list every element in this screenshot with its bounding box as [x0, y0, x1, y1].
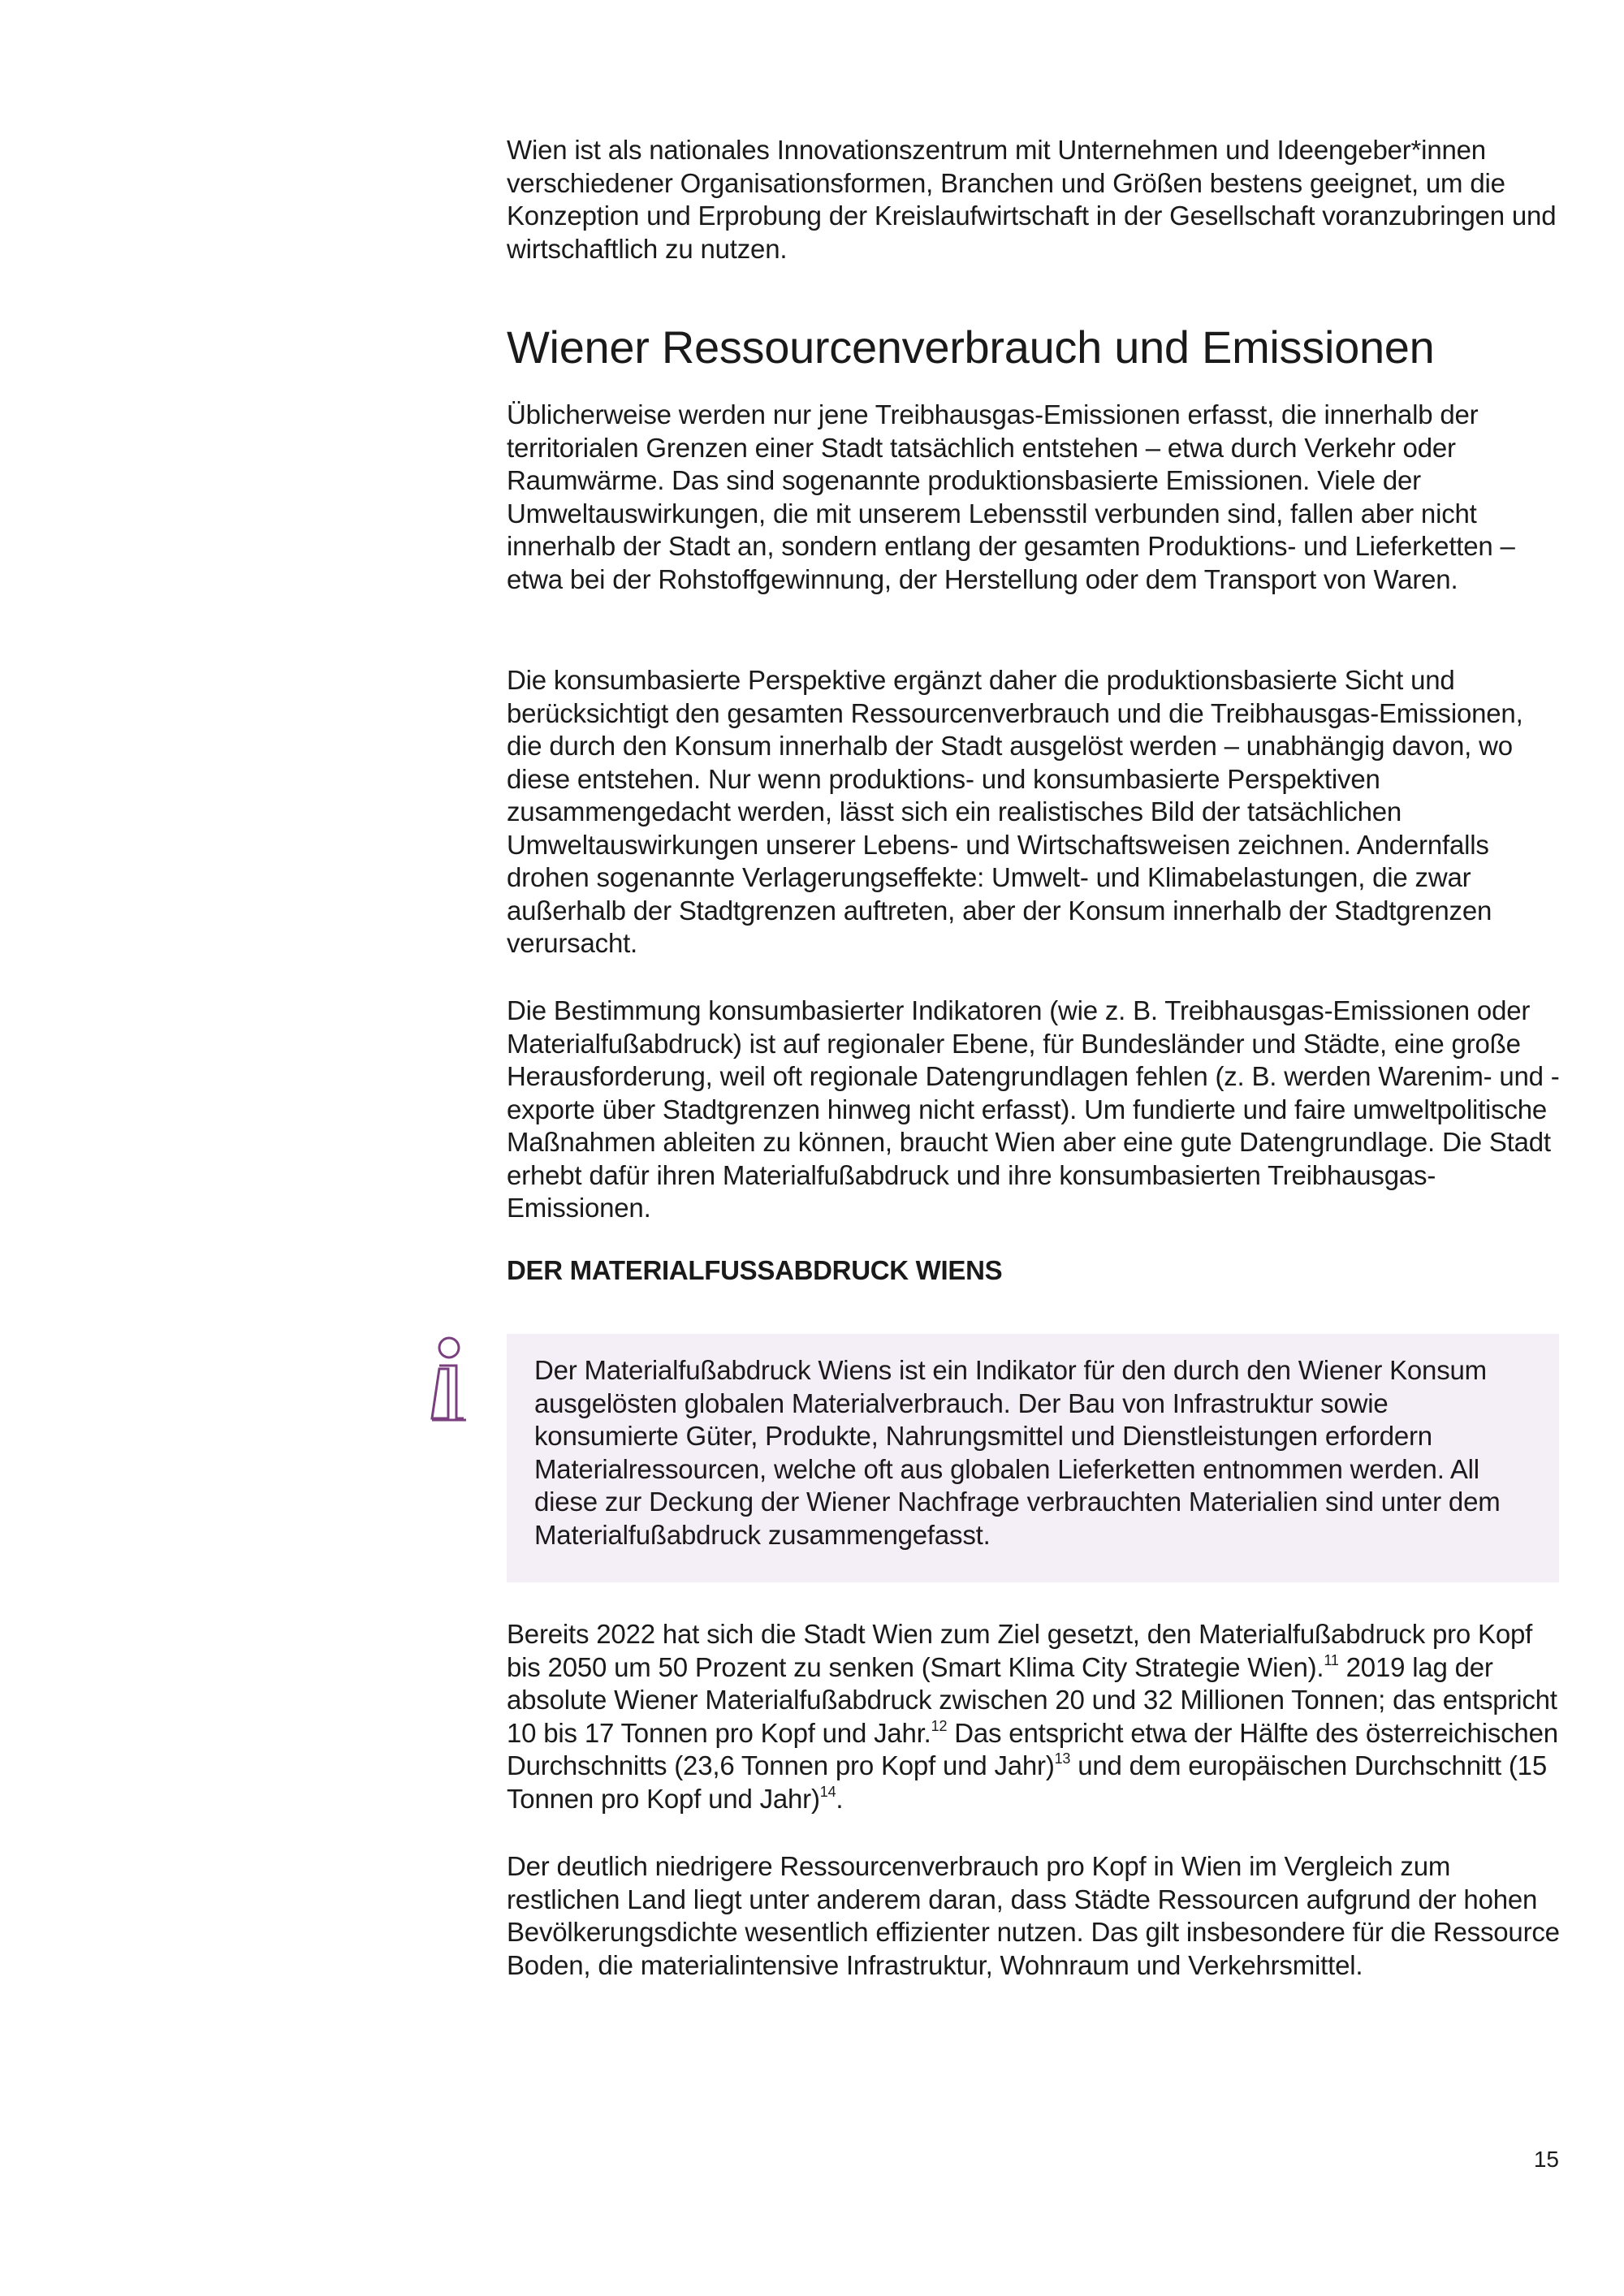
footnote-ref[interactable]: 11	[1324, 1651, 1339, 1668]
section-heading: Wiener Ressourcenverbrauch und Emissionen	[507, 322, 1435, 373]
intro-paragraph: Wien ist als nationales Innovationszentrum mit Unternehmen und Ideengeber*innen verschiedener Organisationsformen, Branchen und Größen bestens geeignet, um die Konzeption und Erprobung der Kreislaufwirtschaft in der Gesellschaft voranzubringen und wirtschaftlich zu nutzen.	[507, 135, 1557, 264]
text-segment: 2019 lag der absolute Wiener Materialfußabdruck zwischen 20 und 32 Millionen Tonnen; das entspricht 10 bis 17 Tonnen pro Kopf und Jahr.	[507, 1651, 1557, 1748]
footnote-ref[interactable]: 13	[1054, 1750, 1071, 1767]
info-icon	[430, 1336, 468, 1423]
body-paragraph	[507, 1618, 1562, 1815]
body-paragraph: Die Bestimmung konsumbasierter Indikatoren (wie z. B. Treibhausgas-Emissionen oder Materialfußabdruck) ist auf regionaler Ebene, für Bundesländer und Städte, eine große Herausforderung, weil oft regionale Datengrundlagen fehlen (z. B. werden Warenim- und -exporte über Stadtgrenzen hinweg nicht erfasst). Um fundierte und faire umweltpolitische Maßnahmen ableiten zu können, braucht Wien aber eine gute Datengrundlage. Die Stadt erhebt dafür ihren Materialfußabdruck und ihre konsumbasierten Treibhausgas-Emissionen.	[507, 995, 1560, 1223]
text-segment: und dem europäischen Durchschnitt (15 Tonnen pro Kopf und Jahr)	[507, 1750, 1547, 1814]
body-paragraph: Die konsumbasierte Perspektive ergänzt daher die produktionsbasierte Sicht und berücksichtigt den gesamten Ressourcenverbrauch und die Treibhausgas-Emissionen, die durch den Konsum innerhalb der Stadt ausgelöst werden – unabhängig davon, wo diese entstehen. Nur wenn produktions- und konsumbasierte Perspektiven zusammengedacht werden, lässt sich ein realistisches Bild der tatsächlichen Umweltauswirkungen unserer Lebens- und Wirtschaftsweisen zeichnen. Andernfalls drohen sogenannte Verlagerungseffekte: Umwelt- und Klimabelastungen, die zwar außerhalb der Stadtgrenzen auftreten, aber der Konsum innerhalb der Stadtgrenzen verursacht.	[507, 665, 1523, 958]
body-paragraph: Üblicherweise werden nur jene Treibhausgas-Emissionen erfasst, die innerhalb der territorialen Grenzen einer Stadt tatsächlich entstehen – etwa durch Verkehr oder Raumwärme. Das sind sogenannte produktionsbasierte Emissionen. Viele der Umweltauswirkungen, die mit unserem Lebensstil verbunden sind, fallen aber nicht innerhalb der Stadt an, sondern entlang der gesamten Produktions- und Lieferketten – etwa bei der Rohstoffgewinnung, der Herstellung oder dem Transport von Waren.	[507, 399, 1515, 594]
body-paragraph: Der deutlich niedrigere Ressourcenverbrauch pro Kopf in Wien im Vergleich zum restlichen Land liegt unter anderem daran, dass Städte Ressourcen aufgrund der hohen Bevölkerungsdichte wesentlich effizienter nutzen. Das gilt insbesondere für die Ressource Boden, die materialintensive Infrastruktur, Wohnraum und Verkehrsmittel.	[507, 1851, 1560, 1980]
page-number: 15	[1533, 2147, 1559, 2172]
text-segment: Das entspricht etwa der Hälfte des österreichischen Durchschnitts (23,6 Tonnen pro Kopf und Jahr)	[507, 1717, 1558, 1780]
info-box-text: Der Materialfußabdruck Wiens ist ein Indikator für den durch den Wiener Konsum ausgelösten globalen Materialverbrauch. Der Bau von Infrastruktur sowie konsumierte Güter, Produkte, Nahrungsmittel und Dienstleistungen erfordern Materialressourcen, welche oft aus globalen Lieferketten entnommen werden. All diese zur Deckung der Wiener Nachfrage verbrauchten Materialien sind unter dem Materialfußabdruck zusammengefasst.	[534, 1355, 1501, 1550]
footnote-ref[interactable]: 14	[819, 1783, 836, 1800]
text-segment: Bereits 2022 hat sich die Stadt Wien zum Ziel gesetzt, den Materialfußabdruck pro Kopf bis 2050 um 50 Prozent zu senken (Smart Klima City Strategie Wien).	[507, 1619, 1533, 1682]
subsection-heading: DER MATERIALFUSSABDRUCK WIENS	[507, 1255, 1003, 1285]
footnote-ref[interactable]: 12	[931, 1717, 948, 1734]
text-segment: .	[836, 1783, 844, 1814]
info-box	[507, 1334, 1559, 1582]
